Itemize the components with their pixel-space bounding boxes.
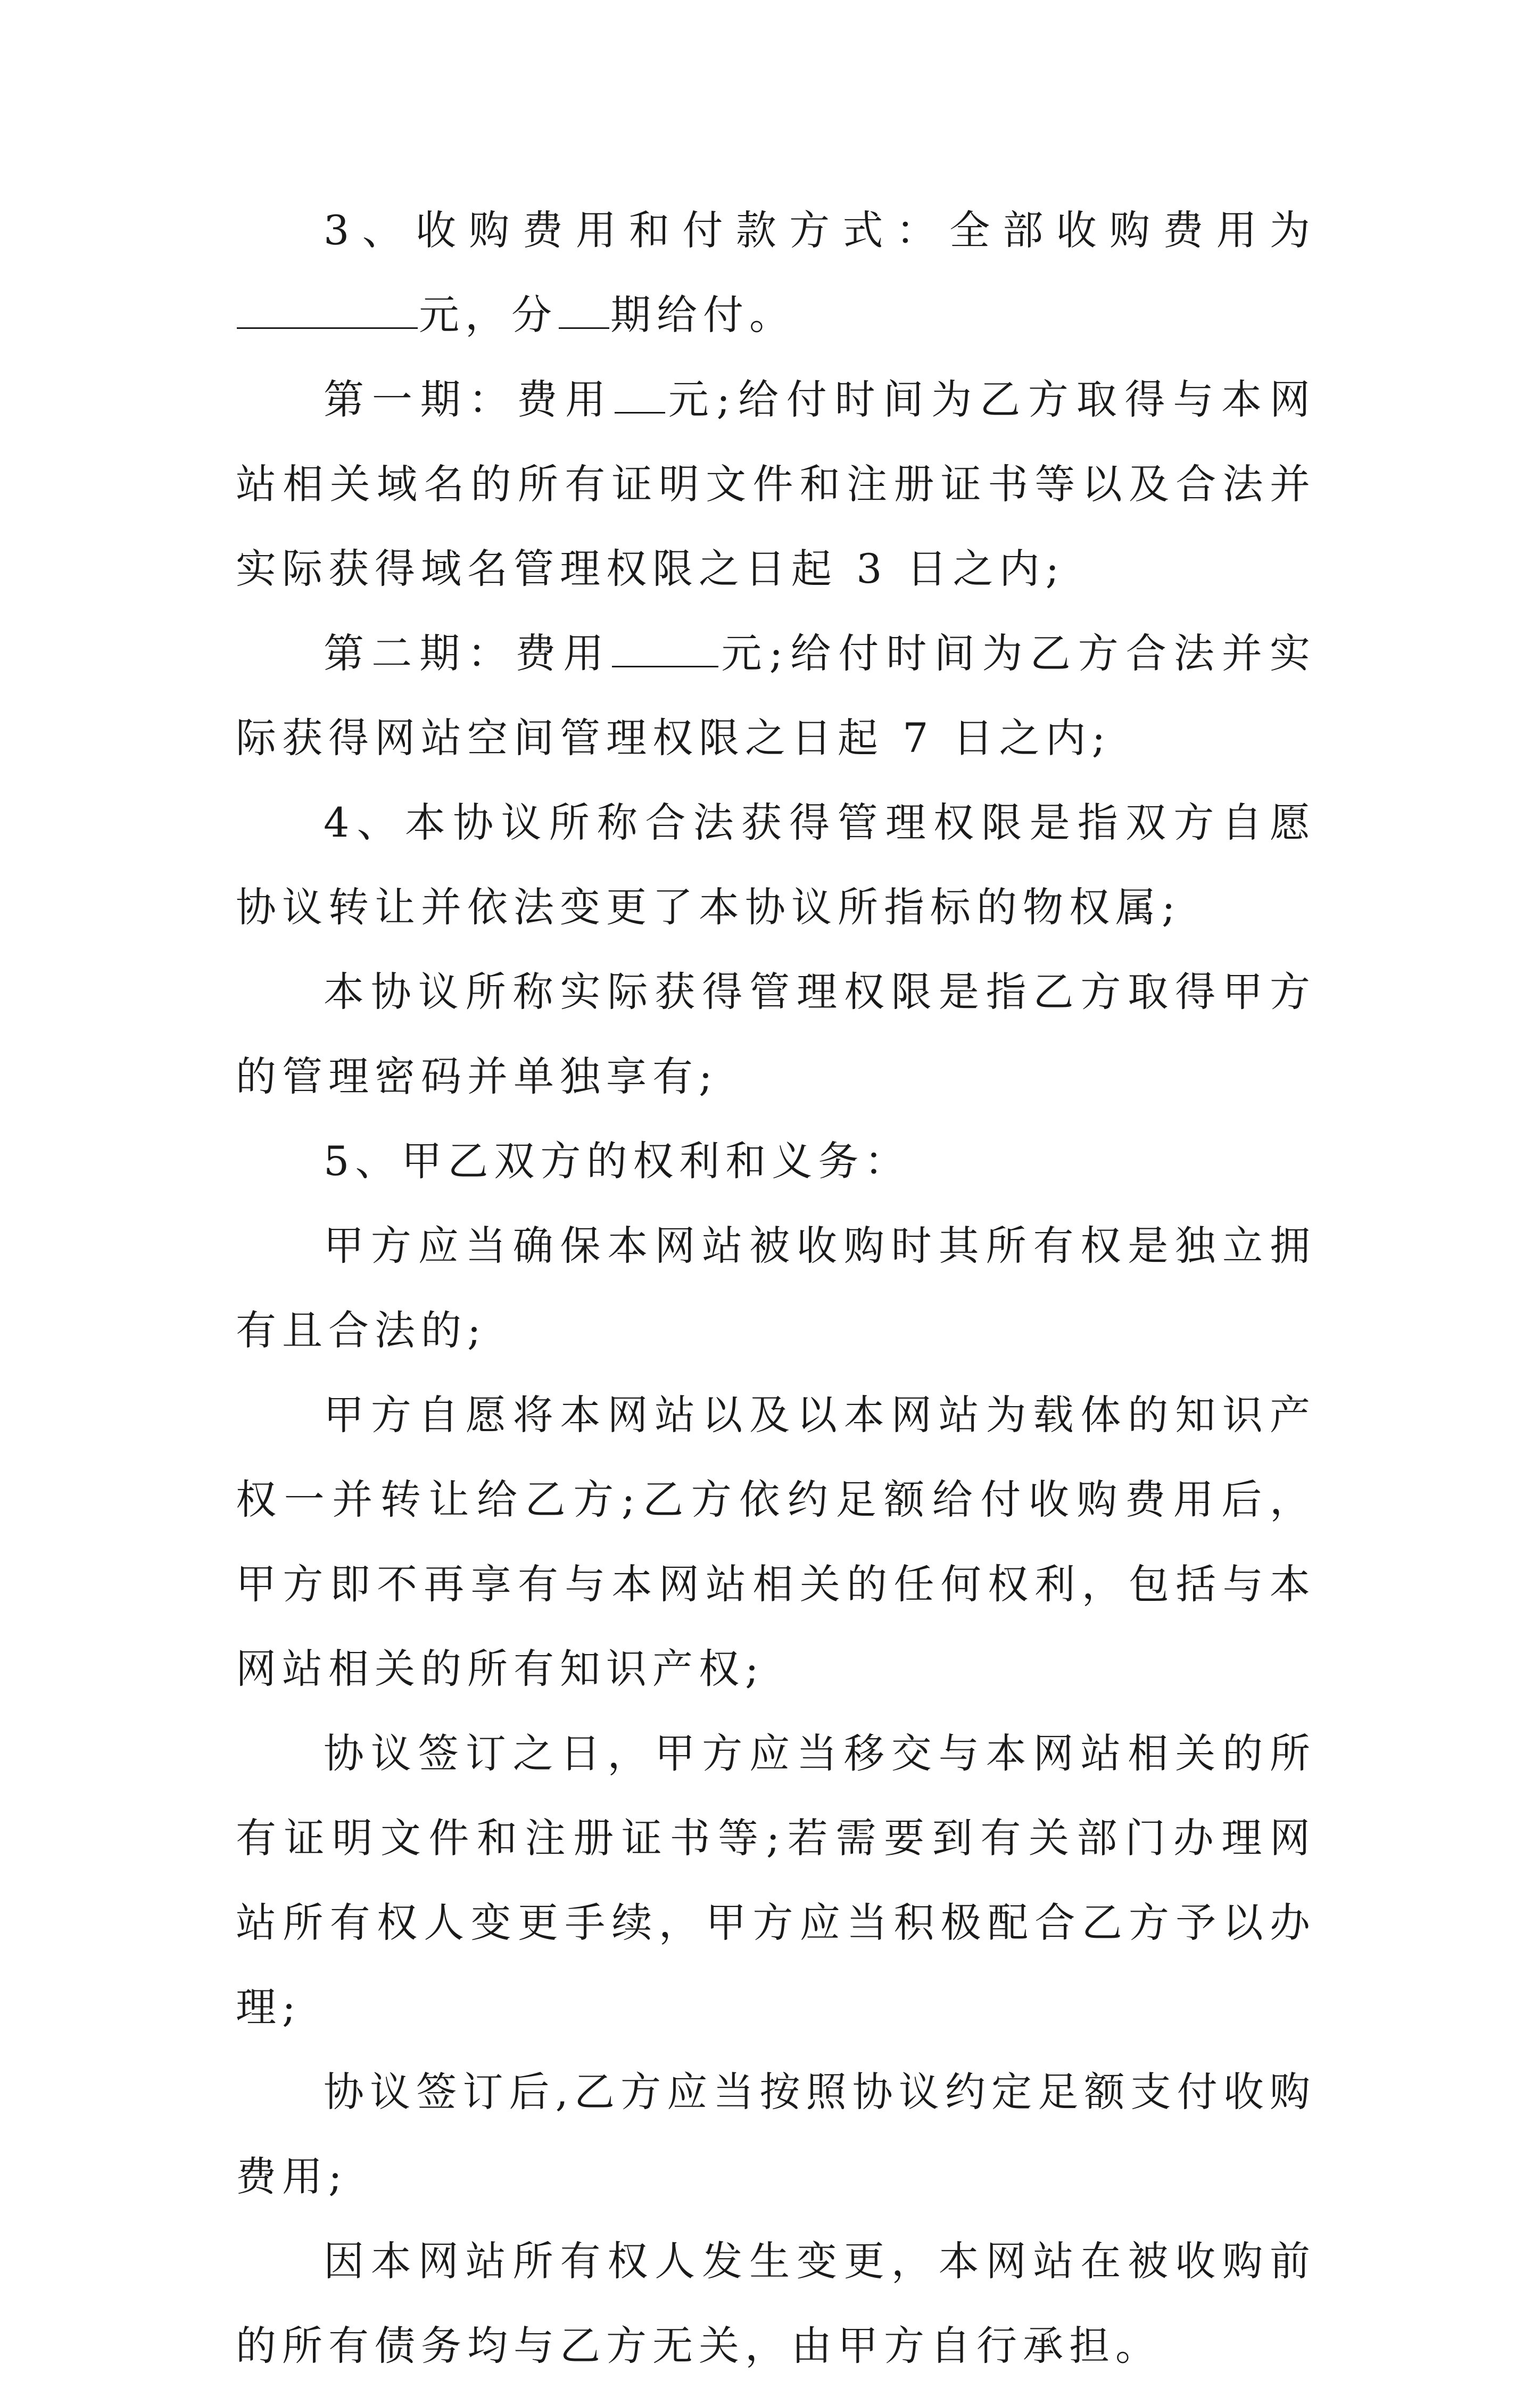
party-a-transfer: 甲方自愿将本网站以及以本网站为载体的知识产权一并转让给乙方;乙方依约足额给付收购费用后，甲方即不再享有与本网站相关的任何权利，包括与本网站相关的所有知识产权; (236, 1391, 1316, 1692)
clause-3-text-end: 期给付。 (610, 291, 796, 338)
first-fee-blank (615, 376, 665, 414)
installment-count-blank (559, 291, 609, 329)
post-signing-payment: 协议签订后,乙方应当按照协议约定足额支付收购费用; (236, 2068, 1316, 2200)
clause-3-text-start: 3、收购费用和付款方式：全部收购费用为 (324, 206, 1316, 254)
first-installment-text: 元;给付时间为乙方取得与本网站相关域名的所有证明文件和注册证书等以及合法并实际获得域名管理权限之日起 3 日之内; (236, 376, 1317, 592)
signing-day-obligations: 协议签订之日，甲方应当移交与本网站相关的所有证明文件和注册证书等;若需要到有关部门办理网站所有权人变更手续，甲方应当积极配合乙方予以办理; (236, 1730, 1316, 2031)
clause-3-payment (236, 188, 1316, 357)
clause-3-text-mid: 元，分 (419, 291, 558, 338)
document-body (236, 188, 1316, 2388)
clause-4-actual-rights: 本协议所称实际获得管理权限是指乙方取得甲方的管理密码并单独享有; (236, 968, 1316, 1100)
clause-5-heading: 5、甲乙双方的权利和义务： (324, 1137, 911, 1185)
second-fee-blank (612, 630, 718, 667)
party-a-ownership: 甲方应当确保本网站被收购时其所有权是独立拥有且合法的; (236, 1222, 1316, 1354)
second-installment (236, 611, 1316, 780)
second-installment-text: 元;给付时间为乙方合法并实际获得网站空间管理权限之日起 7 日之内; (236, 630, 1317, 762)
first-installment-label: 第一期：费用 (324, 376, 614, 423)
first-installment (236, 357, 1316, 611)
debt-liability: 因本网站所有权人发生变更，本网站在被收购前的所有债务均与乙方无关，由甲方自行承担。 (236, 2237, 1316, 2369)
second-installment-label: 第二期：费用 (324, 630, 611, 677)
clause-4-legal-rights: 4、本协议所称合法获得管理权限是指双方自愿协议转让并依法变更了本协议所指标的物权属; (236, 799, 1316, 931)
total-fee-blank (237, 291, 418, 329)
